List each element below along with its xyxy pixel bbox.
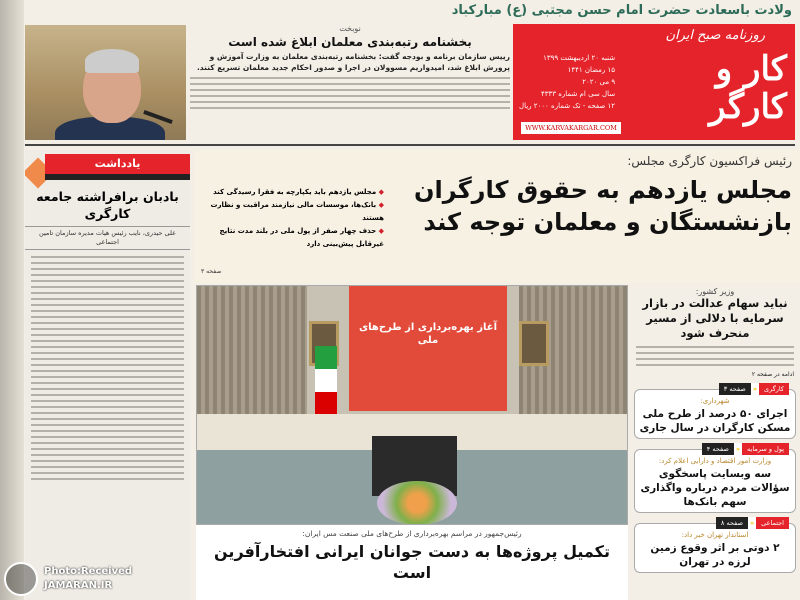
masthead-info	[519, 52, 615, 112]
masthead-url: WWW.KARVAKARGAR.COM	[521, 122, 621, 134]
info-line: شنبه ۲۰ اردیبهشت ۱۳۹۹	[543, 54, 616, 62]
teaser-kicker: استاندار تهران خبر داد:	[681, 531, 749, 539]
teaser-kicker: شهرداری:	[700, 397, 730, 405]
body-text	[25, 250, 190, 486]
body-text	[190, 77, 510, 109]
top-story-kicker: نوبخت	[339, 24, 361, 33]
flag	[315, 346, 337, 416]
chevron-icon: «	[735, 445, 741, 453]
portrait-frame	[519, 321, 549, 366]
bullet: بانک‌ها، موسسات مالی نیازمند مراقبت و نظارت هستند	[210, 201, 384, 222]
opinion-author: علی حیدری، نایب رئیس هیات مدیره سازمان تامین اجتماعی	[25, 226, 190, 250]
watermark	[4, 562, 134, 596]
watermark-line: Photo:Received	[44, 566, 133, 577]
curtain	[197, 286, 307, 426]
teaser-box[interactable]	[634, 445, 796, 513]
teaser-page: صفحه ۸	[716, 517, 748, 529]
right-story-kicker: وزیر کشور:	[695, 287, 735, 296]
opinion-column	[25, 150, 190, 600]
chevron-icon: «	[752, 385, 758, 393]
watermark-line: JAMARAN.IR	[44, 580, 113, 591]
teaser-page: صفحه ۴	[702, 443, 734, 455]
teaser-title: سه وبسایت پاسخگوی سؤالات مردم درباره واگذاری سهم بانک‌ها	[640, 468, 790, 508]
teaser-title: اجرای ۵۰ درصد از طرح ملی مسکن کارگران در سال جاری	[639, 408, 791, 434]
main-photo	[196, 285, 628, 525]
headline-kicker: رئیس فراکسیون کارگری مجلس:	[627, 154, 792, 168]
opinion-title: بادبان برافراشته جامعه کارگری	[36, 189, 179, 221]
teaser-title: ۲ دوتی بر اثر وقوع زمین لرزه در تهران	[650, 542, 780, 568]
hair	[85, 49, 139, 73]
teaser-tag	[702, 443, 789, 455]
flowers	[377, 481, 457, 525]
chevron-icon: «	[749, 519, 755, 527]
teaser-page: صفحه ۳	[719, 383, 751, 395]
info-line: سال سی ام شماره ۴۳۳۳	[540, 90, 616, 98]
photo-caption	[196, 525, 628, 600]
portrait-photo	[25, 25, 186, 140]
right-story-title: نباید سهام عدالت در بازار سرمایه با دلالی از مسیر منحرف شود	[642, 296, 788, 340]
watermark-text	[44, 565, 132, 593]
masthead	[513, 24, 795, 140]
teaser-kicker: وزارت امور اقتصاد و دارایی اعلام کرد:	[658, 457, 772, 465]
teaser-section: اجتماعی	[756, 517, 789, 529]
main-headline	[195, 150, 800, 283]
teaser-section: کارگری	[759, 383, 789, 395]
page-edge	[0, 0, 24, 600]
divider	[25, 144, 795, 146]
headline-bullets	[199, 186, 384, 251]
right-column	[630, 285, 800, 600]
teaser-section: پول و سرمایه	[742, 443, 789, 455]
bullet-icon: ◆	[376, 227, 384, 235]
masthead-subtitle: روزنامه صبح ایران	[665, 28, 765, 43]
top-story	[190, 24, 510, 142]
stage-backdrop	[349, 286, 507, 411]
teaser-box[interactable]	[634, 519, 796, 573]
teaser-tag	[716, 517, 789, 529]
caption-kicker: رئیس‌جمهور در مراسم بهره‌برداری از طرح‌های ملی صنعت مس ایران:	[302, 529, 522, 538]
teaser-box[interactable]	[634, 385, 796, 439]
continued-link[interactable]: ادامه در صفحه ۲	[751, 371, 794, 378]
info-line: ۱۲ صفحه - تک شماره ۲۰۰۰ ریال	[519, 102, 616, 110]
bullet-icon: ◆	[376, 201, 384, 209]
info-line: ۱۵ رمضان ۱۴۴۱	[567, 66, 616, 74]
info-line: ۹ می ۲۰۲۰	[582, 78, 616, 86]
bullet-icon: ◆	[376, 188, 384, 196]
jamaran-logo-icon	[4, 562, 38, 596]
headline-title: مجلس یازدهم به حقوق کارگران بازنشستگان و معلمان توجه کند	[414, 176, 792, 236]
top-story-title: بخشنامه رتبه‌بندی معلمان ابلاغ شده است	[228, 35, 472, 49]
opinion-section: یادداشت	[45, 154, 190, 174]
caption-title: تکمیل پروژه‌ها به دست جوانان ایرانی افتخارآفرین است	[214, 542, 610, 582]
bullet: حذف چهار صفر از پول ملی در بلند مدت نتایج غیرقابل پیش‌بینی دارد	[219, 227, 384, 248]
teaser-tag	[719, 383, 789, 395]
bullet: مجلس یازدهم باید یکپارچه به فقرا رسیدگی کند	[213, 188, 377, 196]
opinion-banner	[25, 150, 190, 184]
top-story-lead: رییس سازمان برنامه و بودجه گفت: بخشنامه رتبه‌بندی معلمان به وزارت آموزش و پرورش ابلاغ شد، امیدواریم مسوولان در اجرا و صدور احکام جدید معلمان تسریع کنند.	[196, 52, 510, 72]
page-ref: صفحه ۳	[201, 268, 222, 275]
banner-bar	[45, 174, 190, 180]
masthead-logo: کار و کارگر	[709, 49, 787, 127]
top-banner: ولادت باسعادت حضرت امام حسن مجتبی (ع) مبارکباد	[451, 3, 792, 18]
backdrop-text: آغاز بهره‌برداری از طرح‌های ملی	[358, 322, 498, 346]
body-text	[630, 341, 800, 371]
